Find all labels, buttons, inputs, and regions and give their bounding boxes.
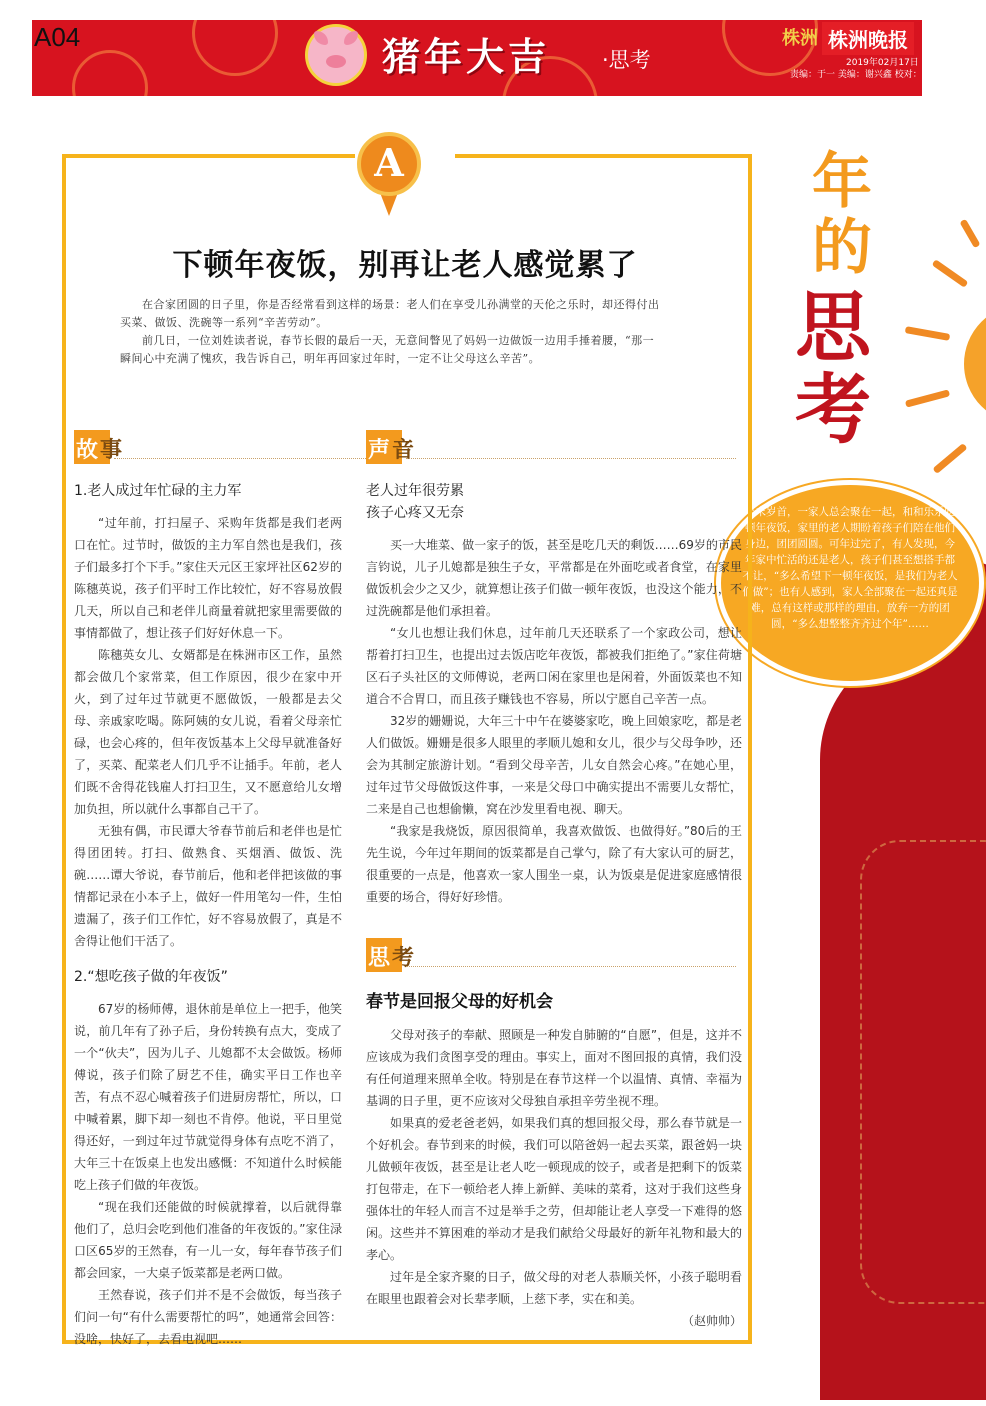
intro-paragraph: 在合家团圆的日子里，你是否经常看到这样的场景：老人们在享受儿孙满堂的天伦之乐时，却还得付出买菜、做饭、洗碗等一系列“辛苦劳动”。 [120,298,660,329]
vertical-title-char: 思 [795,283,871,372]
story-paragraph: 王然春说，孩子们并不是不会做饭，每当孩子们问一句“有什么需要帮忙的吗”，她通常会回答：没啥，快好了，去看电视吧…… [74,1288,342,1346]
tab-story-second-char: 事 [100,437,123,463]
voice-paragraph: “我家是我烧饭，原因很简单，我喜欢做饭、也做得好。”80后的王先生说，今年过年期间的饭菜都是自己掌勺，除了有大家认可的厨艺，很重要的一点是，他喜欢一家人围坐一桌，认为饭桌是促进家庭感情很重要的场合，得好好珍惜。 [366,824,742,904]
story-paragraph: 陈穗英女儿、女婿都是在株洲市区工作，虽然都会做几个家常菜，但工作原因，很少在家中开火，到了过年过节就更不愿做饭，一般都是去父母、亲戚家吃喝。陈阿姨的女儿说，看着父母亲忙碌，也会心疼的，但年夜饭基本上父母早就准备好了，买菜、配菜老人们几乎不让插手。年前，老人们既不舍得花钱雇人打扫卫生，又不愿意给儿女增加负担，所以就什么事都自己干了。 [74,648,342,816]
editor-credits: 责编：于一 美编：谢兴鑫 校对：刘星 [790,70,940,80]
quote-oval-text: 年末岁首，一家人总会聚在一起，和和乐乐吃顿年夜饭，家里的老人期盼着孩子们陪在他们身边，团团圆圆。可年过完了，有人发现，今年家中忙活的还是老人，孩子们甚至想搭手都不让，“多么希望下一顿年夜饭，是我们为老人们做”；也有人感到，家人全部聚在一起还真是难，总有这样或那样的理由，放弃一方的团圆，“多么想整整齐齐过个年”…… [742,506,958,630]
section-title: 猪年大吉 [382,34,551,79]
voice-subheading: 孩子心疼又无奈 [366,505,464,521]
think-paragraph: 如果真的爱老爸老妈，如果我们真的想回报父母，那么春节就是一个好机会。春节到来的时候，我们可以陪爸妈一起去买菜，跟爸妈一块儿做顿年夜饭，甚至是让老人吃一顿现成的饺子，或者是把剩下的饭菜打包带走，在下一顿给老人捧上新鲜、美味的菜肴，这对于我们这些身强体壮的年轻人而言不过是举手之劳，但却能让老人享受一下难得的悠闲。这些并不算困难的举动才是我们献给父母最好的新年礼物和最大的孝心。 [366,1116,742,1262]
voice-paragraph: “女儿也想让我们休息，过年前几天还联系了一个家政公司，想让帮着打扫卫生，也提出过去饭店吃年夜饭，都被我们拒绝了。”家住荷塘区石子头社区的文师傅说，老两口闲在家里也是闲着，外面饭菜也不知道合不合胃口，而且孩子赚钱也不容易，所以宁愿自己辛苦一点。 [366,626,742,706]
article-intro [120,296,660,368]
article-headline: 下顿年夜饭，别再让老人感觉累了 [172,248,638,283]
story-paragraph: “过年前，打扫屋子、采购年货都是我们老两口在忙。过节时，做饭的主力军自然也是我们，孩子们最多打个下手。”家住天元区王家坪社区62岁的陈穗英说，孩子们平时工作比较忙，好不容易放假几天，所以自己和老伴儿商量着就把家里需要做的事情都做了，想让孩子们好好休息一下。 [74,516,342,640]
cloud-ornament [192,20,278,76]
tab-think-first-char: 思 [368,945,391,971]
story-subheading: 2.“想吃孩子做的年夜饭” [74,969,228,985]
story-paragraph: 无独有偶，市民谭大爷春节前后和老伴也是忙得团团转。打扫、做熟食、买烟酒、做饭、洗碗……谭大爷说，春节前后，他和老伴把该做的事情都记录在小本子上，做好一件用笔勾一件，生怕遗漏了，孩子们工作忙，好不容易放假了，真是不舍得让他们干活了。 [74,824,342,948]
pig-icon [305,24,367,86]
story-paragraph: 67岁的杨师傅，退休前是单位上一把手，他笑说，前几年有了孙子后，身份转换有点大，变成了一个“伙夫”，因为儿子、儿媳都不太会做饭。杨师傅说，孩子们除了厨艺不佳，确实平日工作也辛苦，有点不忍心喊着孩子们进厨房帮忙，所以，口中喊着累，脚下却一刻也不肯停。他说，平日里觉得还好，一到过年过节就觉得身体有点吃不消了，大年三十在饭桌上也发出感慨：不知道什么时候能吃上孩子们做的年夜饭。 [74,1002,342,1192]
think-paragraph: 父母对孩子的奉献、照顾是一种发自肺腑的“自愿”，但是，这并不应该成为我们贪图享受的理由。事实上，面对不图回报的真情，我们没有任何道理来照单全收。特别是在春节这样一个以温情、真情、幸福为基调的日子里，更不应该对父母独自承担辛劳坐视不理。 [366,1028,742,1108]
issue-date: 2019年02月17日 [846,58,919,68]
voice-subheading: 老人过年很劳累 [366,483,464,499]
voice-paragraph: 32岁的姗姗说，大年三十中午在婆婆家吃，晚上回娘家吃，都是老人们做饭。姗姗是很多人眼里的孝顺儿媳和女儿，很少与父母争吵，还会为其制定旅游计划。“看到父母辛苦，儿女自然会心疼。”在她心里，过年过节父母做饭这件事，一来是父母口中确实提出不需要儿女帮忙，二来是自己也想偷懒，窝在沙发里看电视、聊天。 [366,714,742,816]
think-column [366,1024,742,1332]
vertical-title-char: 年 [812,147,872,217]
story-paragraph: “现在我们还能做的时候就撑着，以后就得靠他们了，总归会吃到他们准备的年夜饭的。”家住渌口区65岁的王然春，有一儿一女，每年春节孩子们都会回家，一大桌子饭菜都是老两口做。 [74,1200,342,1280]
tab-voice-first-char: 声 [368,437,391,463]
author-signature: （赵帅帅） [681,1314,742,1328]
think-paragraph: 过年是全家齐聚的日子，做父母的对老人恭顺关怀，小孩子聪明看在眼里也跟着会对长辈孝顺，上慈下孝，实在和美。 [366,1270,742,1306]
story-column [74,480,342,1350]
cloud-ornament [72,50,148,96]
vertical-title-char: 考 [795,365,871,454]
intro-paragraph: 前几日，一位刘姓读者说，春节长假的最后一天，无意间瞥见了妈妈一边做饭一边用手捶着腰，“那一瞬间心中充满了愧疚，我告诉自己，明年再回家过年时，一定不让父母这么辛苦”。 [120,334,655,365]
papercut-pattern [860,840,986,1304]
story-subheading: 1.老人成过年忙碌的主力军 [74,483,242,499]
badge-letter: A [374,140,404,185]
commentary-headline: 春节是回报父母的好机会 [366,992,553,1012]
voice-column [366,480,742,908]
section-subtitle: ·思考 [602,48,651,72]
tab-think-second-char: 考 [392,945,415,971]
vertical-title-char: 的 [812,213,872,283]
tab-story-first-char: 故 [76,437,99,463]
tab-voice-second-char: 音 [392,437,415,463]
page-number: A04 [34,22,81,52]
voice-paragraph: 买一大堆菜、做一家子的饭，甚至是吃几天的剩饭……69岁的市民言钧说，儿子儿媳都是独生子女，平常都是在外面吃或者食堂，在家里做饭机会少之又少，就算想让孩子们做一顿年夜饭，也没这个能力，不过洗碗都是他们承担着。 [366,538,742,618]
newspaper-logo [782,22,918,56]
logo-mark: 株洲 [782,28,818,49]
logo-text: 株洲晚报 [822,22,914,55]
